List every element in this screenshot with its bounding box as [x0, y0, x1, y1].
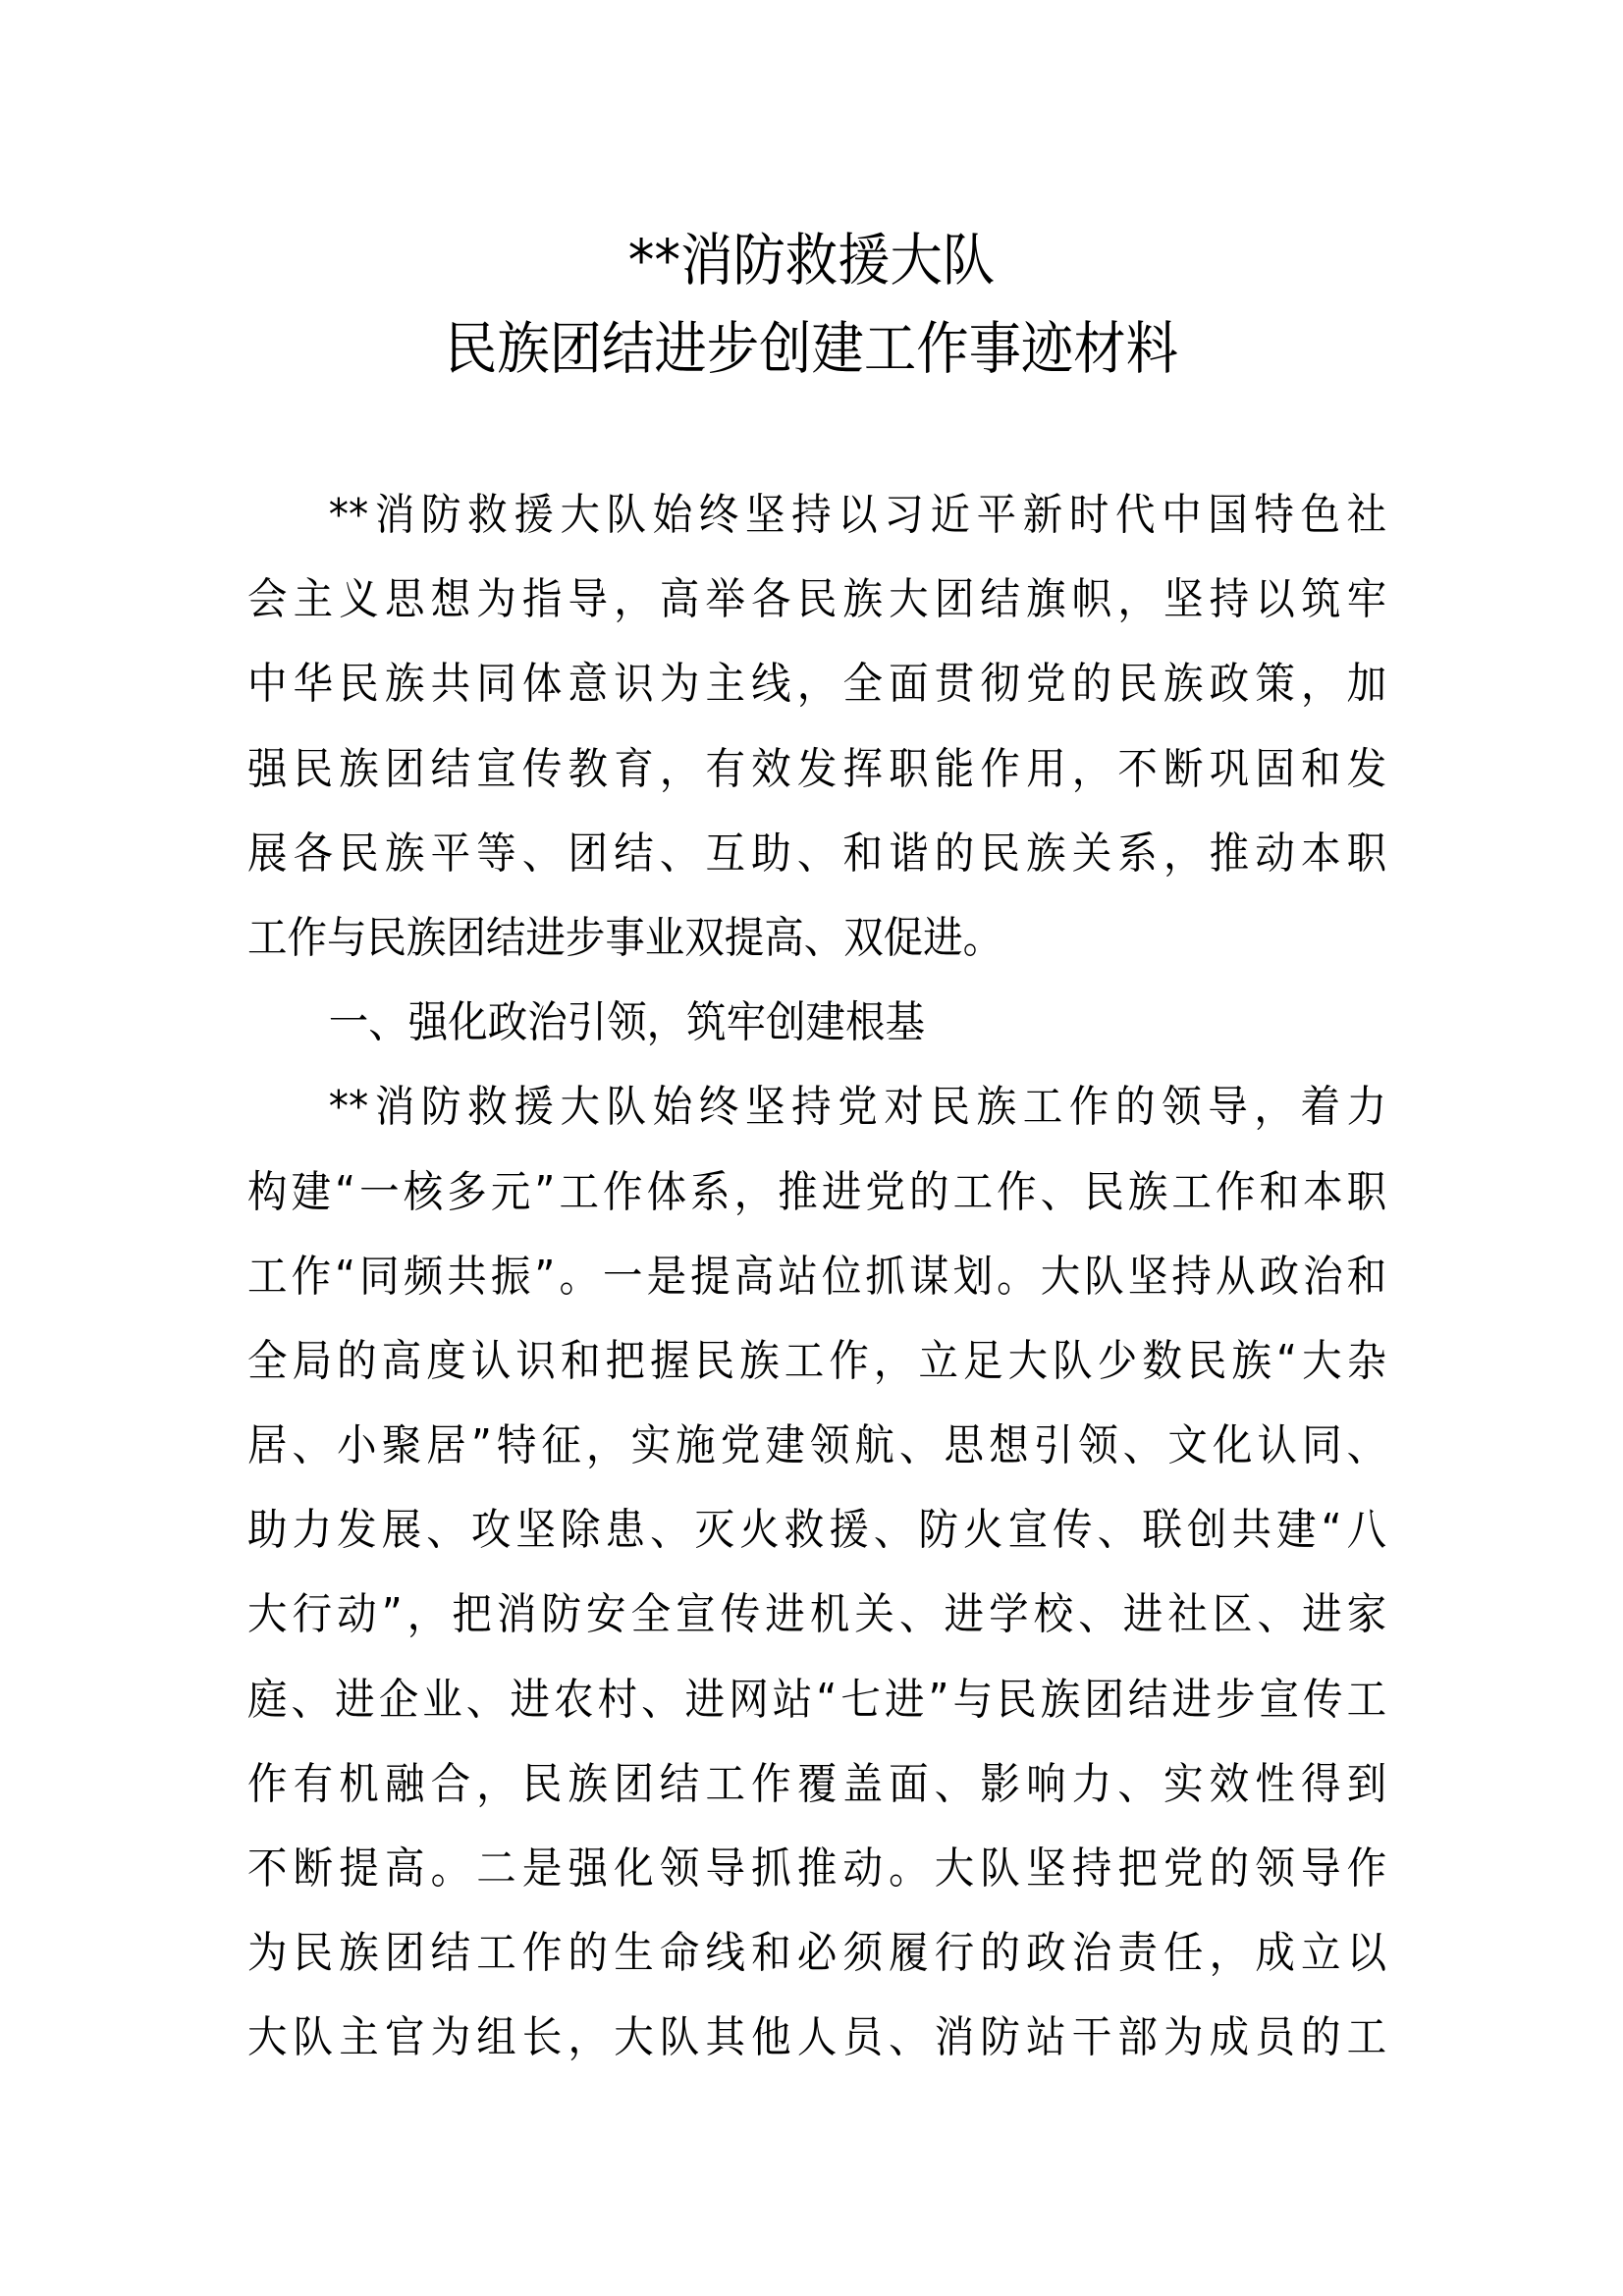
- text-line: 助力发展、攻坚除患、灭火救援、防火宣传、联创共建“八: [247, 1505, 1387, 1556]
- paragraph-intro: [247, 473, 1386, 981]
- text-line: 强民族团结宣传教育，有效发挥职能作用，不断巩固和发: [247, 743, 1387, 794]
- text-line: **消防救援大队始终坚持以习近平新时代中国特色社: [328, 490, 1387, 540]
- text-line: 大队主官为组长，大队其他人员、消防站干部为成员的工: [247, 2012, 1387, 2063]
- paragraph-section-1: [247, 1065, 1386, 2080]
- text-line: 作有机融合，民族团结工作覆盖面、影响力、实效性得到: [247, 1758, 1387, 1809]
- document-title: [0, 216, 1623, 393]
- section-heading: 一、强化政治引领，筑牢创建根基: [328, 997, 925, 1048]
- document-body: [247, 473, 1386, 2081]
- text-line: 居、小聚居”特征，实施党建领航、思想引领、文化认同、: [247, 1420, 1387, 1471]
- section-heading-1: [247, 981, 1386, 1065]
- text-line: 会主义思想为指导，高举各民族大团结旗帜，坚持以筑牢: [247, 574, 1387, 625]
- title-line-1: **消防救援大队: [627, 227, 996, 294]
- text-line: 全局的高度认识和把握民族工作，立足大队少数民族“大杂: [247, 1335, 1387, 1386]
- text-line: 工作与民族团结进步事业双提高、双促进。: [247, 912, 1003, 963]
- text-line: 不断提高。二是强化领导抓推动。大队坚持把党的领导作: [247, 1843, 1387, 1894]
- text-line: 庭、进企业、进农村、进网站“七进”与民族团结进步宣传工: [247, 1674, 1387, 1725]
- text-line: 为民族团结工作的生命线和必须履行的政治责任，成立以: [247, 1928, 1387, 1979]
- text-line: 展各民族平等、团结、互助、和谐的民族关系，推动本职: [247, 828, 1387, 879]
- text-line: 中华民族共同体意识为主线，全面贯彻党的民族政策，加: [247, 659, 1387, 710]
- text-line: 工作“同频共振”。一是提高站位抓谋划。大队坚持从政治和: [247, 1251, 1387, 1302]
- title-line-2: 民族团结进步创建工作事迹材料: [444, 315, 1179, 382]
- text-line: 构建“一核多元”工作体系，推进党的工作、民族工作和本职: [247, 1166, 1387, 1217]
- text-line: 大行动”，把消防安全宣传进机关、进学校、进社区、进家: [247, 1589, 1387, 1640]
- text-line: **消防救援大队始终坚持党对民族工作的领导，着力: [328, 1082, 1387, 1133]
